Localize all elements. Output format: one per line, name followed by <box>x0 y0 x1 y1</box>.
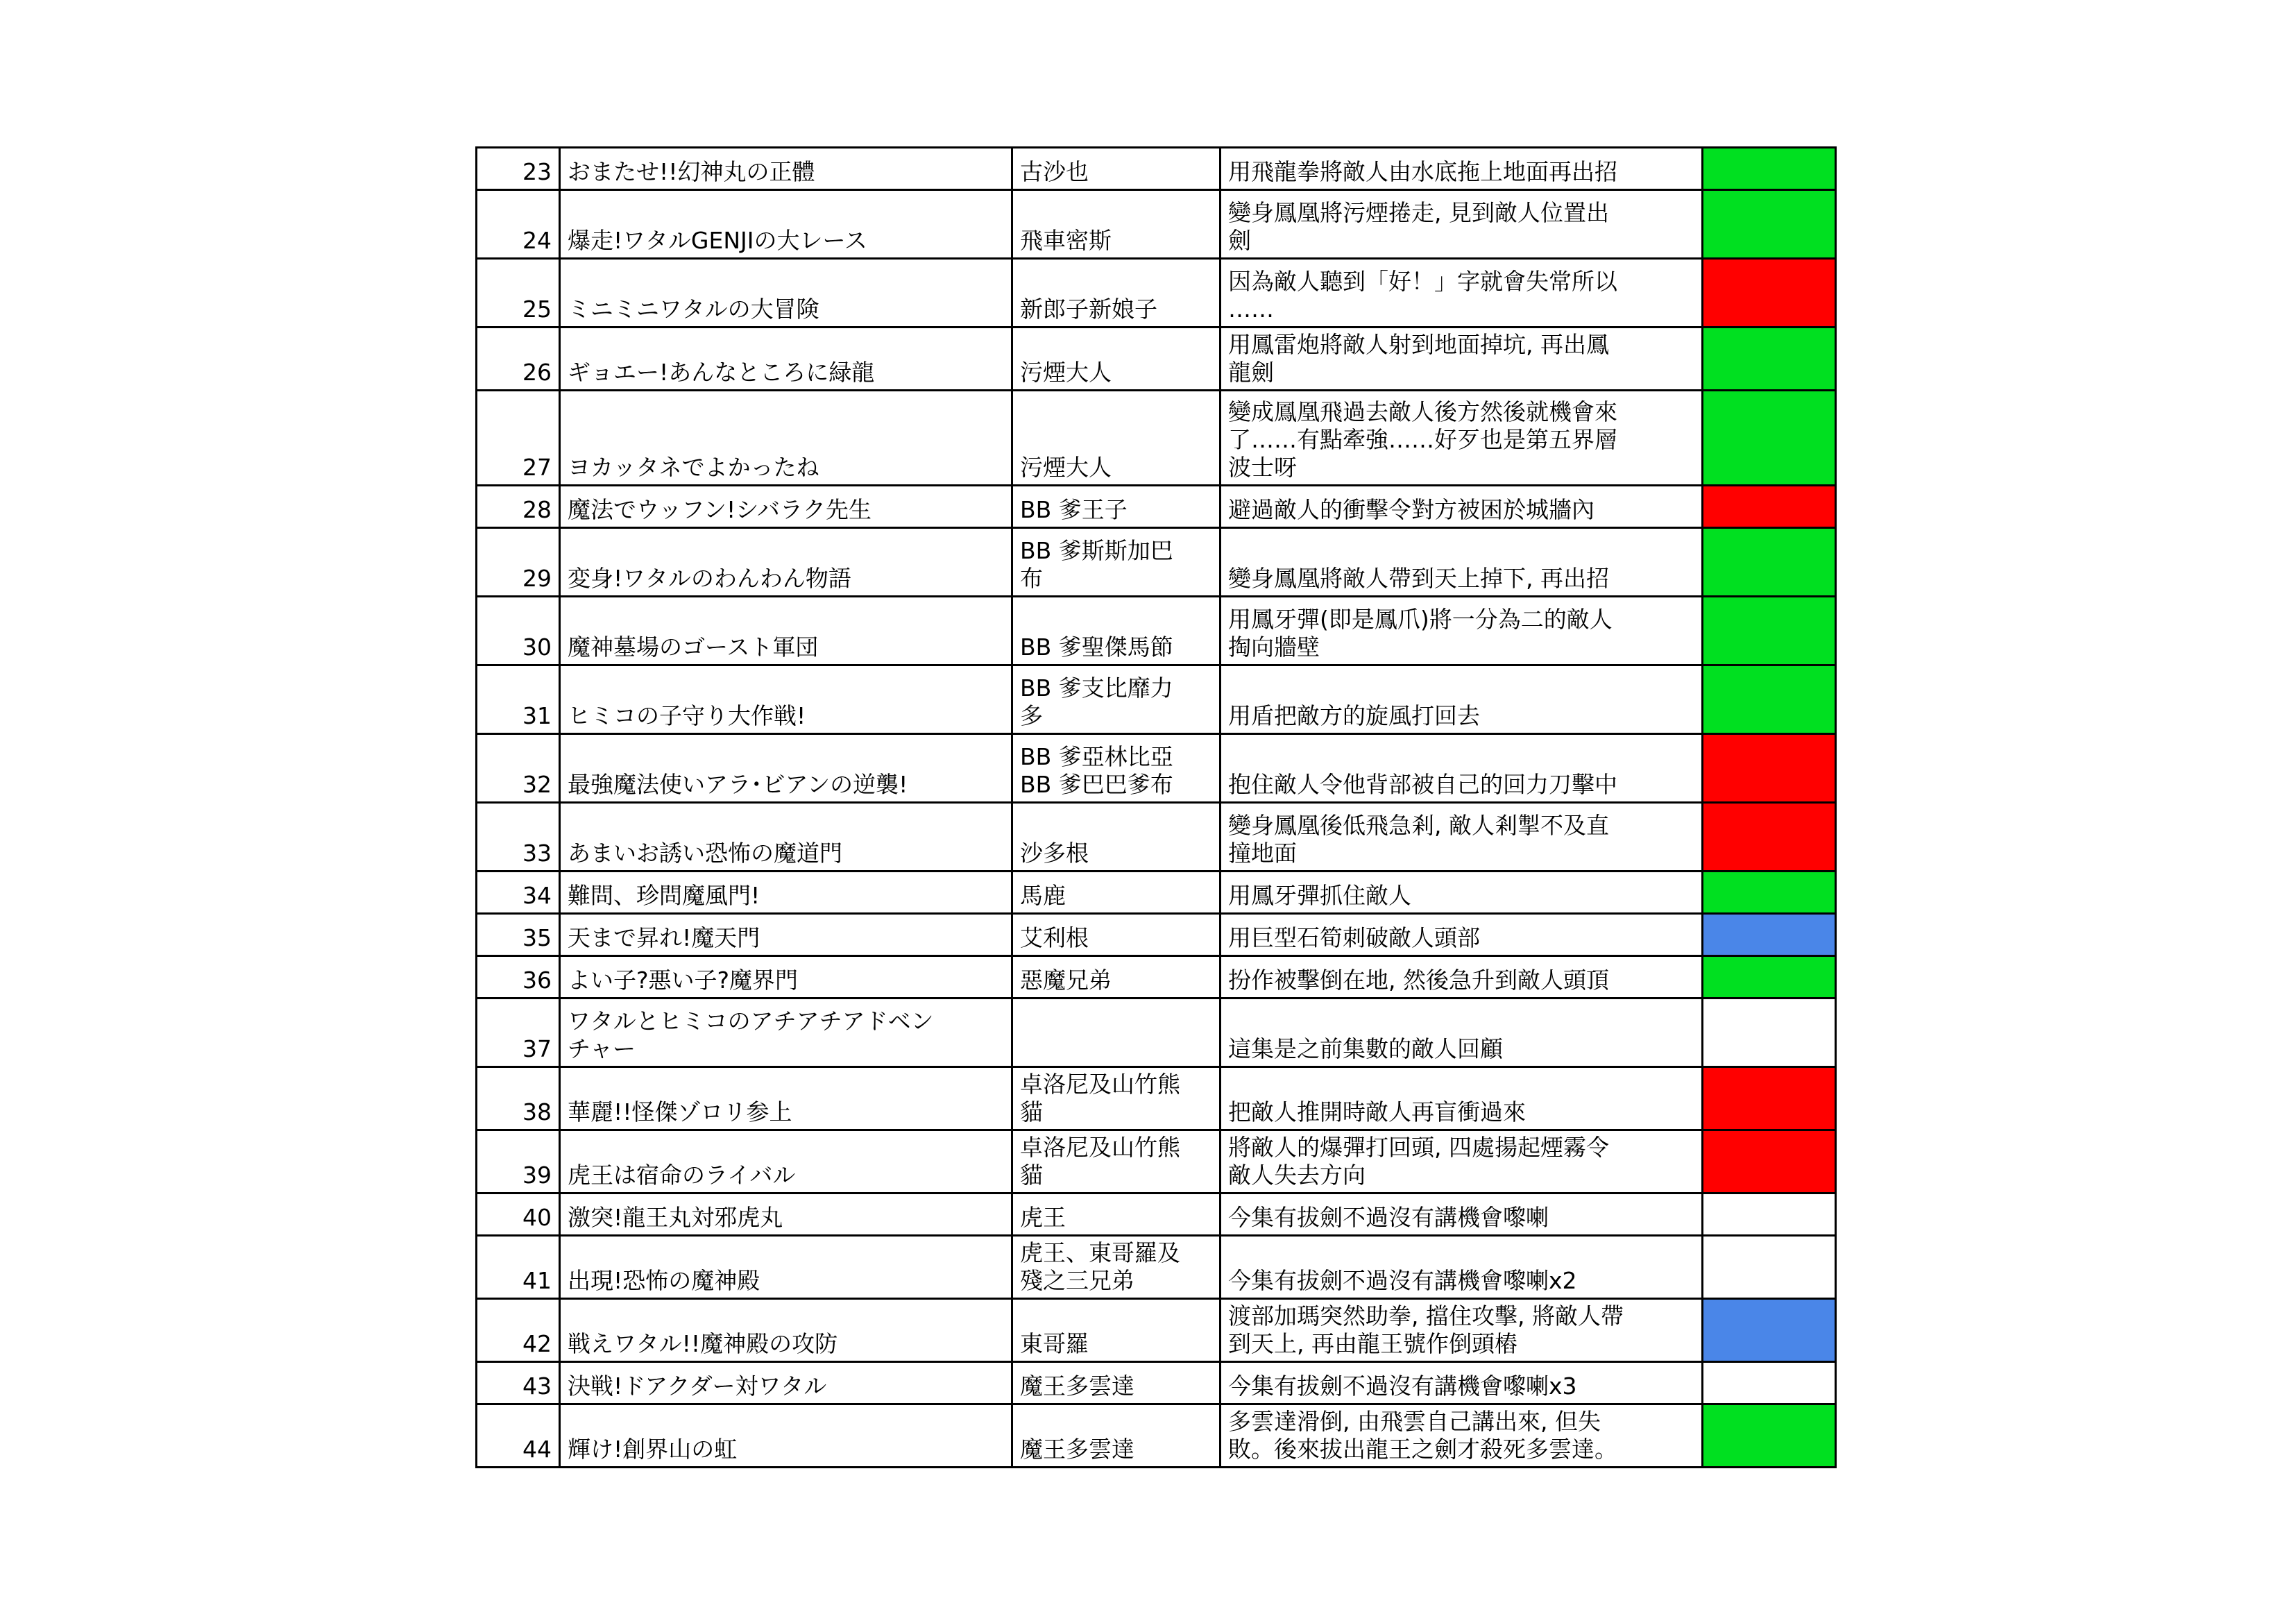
status-color-cell <box>1703 528 1836 597</box>
status-color-cell <box>1703 1130 1836 1193</box>
episode-title-cell: ミニミニワタルの大冒険 <box>560 259 1012 328</box>
description-cell: 變身鳳凰後低飛急剎, 敵人剎掣不及直 撞地面 <box>1221 803 1703 872</box>
status-color-cell <box>1703 391 1836 486</box>
status-color-cell <box>1703 999 1836 1067</box>
table-row <box>477 1193 1836 1236</box>
table-row <box>477 391 1836 486</box>
table-row <box>477 528 1836 597</box>
status-color-cell <box>1703 1067 1836 1130</box>
status-color-cell <box>1703 486 1836 528</box>
episode-number-cell: 42 <box>477 1299 560 1362</box>
status-color-cell <box>1703 1193 1836 1236</box>
episode-title-cell: よい子?悪い子?魔界門 <box>560 956 1012 999</box>
description-cell: 這集是之前集數的敵人回顧 <box>1221 999 1703 1067</box>
status-color-cell <box>1703 1299 1836 1362</box>
status-color-cell <box>1703 259 1836 328</box>
episode-number-cell: 24 <box>477 190 560 259</box>
episode-title-cell: 魔法でウッフン!シバラク先生 <box>560 486 1012 528</box>
episode-title-cell: ヨカッタネでよかったね <box>560 391 1012 486</box>
episode-number-cell: 43 <box>477 1362 560 1404</box>
episode-number-cell: 31 <box>477 665 560 734</box>
episode-title-cell: 華麗!!怪傑ゾロリ参上 <box>560 1067 1012 1130</box>
episode-title-cell: 激突!龍王丸対邪虎丸 <box>560 1193 1012 1236</box>
description-cell: 今集有拔劍不過沒有講機會嚟喇x3 <box>1221 1362 1703 1404</box>
enemy-cell: 污煙大人 <box>1012 328 1221 391</box>
status-color-cell <box>1703 872 1836 914</box>
description-cell: 避過敵人的衝擊令對方被困於城牆內 <box>1221 486 1703 528</box>
episode-title-cell: ギョエー!あんなところに緑龍 <box>560 328 1012 391</box>
description-cell: 用盾把敵方的旋風打回去 <box>1221 665 1703 734</box>
episode-number-cell: 39 <box>477 1130 560 1193</box>
enemy-cell: BB 爹王子 <box>1012 486 1221 528</box>
description-cell: 抱住敵人令他背部被自己的回力刀擊中 <box>1221 734 1703 803</box>
table-row <box>477 1299 1836 1362</box>
status-color-cell <box>1703 914 1836 956</box>
enemy-cell: 虎王 <box>1012 1193 1221 1236</box>
episode-title-cell: 決戦!ドアクダー対ワタル <box>560 1362 1012 1404</box>
enemy-cell: 污煙大人 <box>1012 391 1221 486</box>
enemy-cell: 馬鹿 <box>1012 872 1221 914</box>
table-row <box>477 1362 1836 1404</box>
enemy-cell: 惡魔兄弟 <box>1012 956 1221 999</box>
episode-title-cell: 天まで昇れ!魔天門 <box>560 914 1012 956</box>
status-color-cell <box>1703 1404 1836 1468</box>
table-row <box>477 999 1836 1067</box>
episode-title-cell: おまたせ!!幻神丸の正體 <box>560 148 1012 190</box>
table-row <box>477 665 1836 734</box>
table-row <box>477 1067 1836 1130</box>
description-cell: 變身鳳凰將污煙捲走, 見到敵人位置出 劍 <box>1221 190 1703 259</box>
status-color-cell <box>1703 597 1836 665</box>
table-row <box>477 872 1836 914</box>
enemy-cell: 沙多根 <box>1012 803 1221 872</box>
episode-title-cell: 戦えワタル!!魔神殿の攻防 <box>560 1299 1012 1362</box>
description-cell: 多雲達滑倒, 由飛雲自己講出來, 但失 敗。後來拔出龍王之劍才殺死多雲達。 <box>1221 1404 1703 1468</box>
episode-title-cell: 最強魔法使いアラ･ビアンの逆襲! <box>560 734 1012 803</box>
enemy-cell: 艾利根 <box>1012 914 1221 956</box>
enemy-cell: 虎王、東哥羅及 殘之三兄弟 <box>1012 1236 1221 1299</box>
episode-number-cell: 28 <box>477 486 560 528</box>
episode-title-cell: 魔神墓場のゴースト軍団 <box>560 597 1012 665</box>
enemy-cell <box>1012 999 1221 1067</box>
episode-number-cell: 38 <box>477 1067 560 1130</box>
episode-number-cell: 23 <box>477 148 560 190</box>
table-row <box>477 1236 1836 1299</box>
description-cell: 將敵人的爆彈打回頭, 四處揚起煙霧令 敵人失去方向 <box>1221 1130 1703 1193</box>
episode-number-cell: 25 <box>477 259 560 328</box>
status-color-cell <box>1703 665 1836 734</box>
enemy-cell: BB 爹亞林比亞 BB 爹巴巴爹布 <box>1012 734 1221 803</box>
table-row <box>477 148 1836 190</box>
enemy-cell: 魔王多雲達 <box>1012 1404 1221 1468</box>
enemy-cell: 卓洛尼及山竹熊 貓 <box>1012 1067 1221 1130</box>
episode-title-cell: ワタルとヒミコのアチアチアドベン チャー <box>560 999 1012 1067</box>
status-color-cell <box>1703 956 1836 999</box>
status-color-cell <box>1703 803 1836 872</box>
enemy-cell: 飛車密斯 <box>1012 190 1221 259</box>
table-row <box>477 259 1836 328</box>
episode-number-cell: 37 <box>477 999 560 1067</box>
enemy-cell: BB 爹支比靡力 多 <box>1012 665 1221 734</box>
description-cell: 用飛龍拳將敵人由水底拖上地面再出招 <box>1221 148 1703 190</box>
status-color-cell <box>1703 1236 1836 1299</box>
episode-title-cell: 難問、珍問魔風門! <box>560 872 1012 914</box>
enemy-cell: 新郎子新娘子 <box>1012 259 1221 328</box>
enemy-cell: 古沙也 <box>1012 148 1221 190</box>
description-cell: 因為敵人聽到「好！」字就會失常所以 …… <box>1221 259 1703 328</box>
episode-number-cell: 30 <box>477 597 560 665</box>
episode-number-cell: 32 <box>477 734 560 803</box>
status-color-cell <box>1703 190 1836 259</box>
description-cell: 用鳳牙彈(即是鳳爪)將一分為二的敵人 掏向牆壁 <box>1221 597 1703 665</box>
status-color-cell <box>1703 328 1836 391</box>
description-cell: 今集有拔劍不過沒有講機會嚟喇x2 <box>1221 1236 1703 1299</box>
episode-title-cell: 変身!ワタルのわんわん物語 <box>560 528 1012 597</box>
description-cell: 用巨型石筍刺破敵人頭部 <box>1221 914 1703 956</box>
episode-number-cell: 36 <box>477 956 560 999</box>
enemy-cell: 東哥羅 <box>1012 1299 1221 1362</box>
table-row <box>477 956 1836 999</box>
table-row <box>477 1404 1836 1468</box>
episode-table <box>475 146 1837 1468</box>
episode-title-cell: 輝け!創界山の虹 <box>560 1404 1012 1468</box>
enemy-cell: BB 爹斯斯加巴 布 <box>1012 528 1221 597</box>
description-cell: 用鳳雷炮將敵人射到地面掉坑, 再出鳳 龍劍 <box>1221 328 1703 391</box>
table-row <box>477 597 1836 665</box>
description-cell: 用鳳牙彈抓住敵人 <box>1221 872 1703 914</box>
episode-title-cell: あまいお誘い恐怖の魔道門 <box>560 803 1012 872</box>
description-cell: 渡部加瑪突然助拳, 擋住攻擊, 將敵人帶 到天上, 再由龍王號作倒頭樁 <box>1221 1299 1703 1362</box>
episode-number-cell: 26 <box>477 328 560 391</box>
table-row <box>477 190 1836 259</box>
description-cell: 扮作被擊倒在地, 然後急升到敵人頭頂 <box>1221 956 1703 999</box>
table-row <box>477 328 1836 391</box>
table-row <box>477 914 1836 956</box>
episode-table-body <box>477 148 1836 1468</box>
episode-title-cell: 爆走!ワタルGENJIの大レース <box>560 190 1012 259</box>
enemy-cell: 魔王多雲達 <box>1012 1362 1221 1404</box>
status-color-cell <box>1703 148 1836 190</box>
enemy-cell: 卓洛尼及山竹熊 貓 <box>1012 1130 1221 1193</box>
enemy-cell: BB 爹聖傑馬節 <box>1012 597 1221 665</box>
episode-number-cell: 35 <box>477 914 560 956</box>
table-row <box>477 803 1836 872</box>
table-row <box>477 486 1836 528</box>
episode-title-cell: 虎王は宿命のライバル <box>560 1130 1012 1193</box>
episode-number-cell: 34 <box>477 872 560 914</box>
episode-number-cell: 44 <box>477 1404 560 1468</box>
description-cell: 今集有拔劍不過沒有講機會嚟喇 <box>1221 1193 1703 1236</box>
description-cell: 把敵人推開時敵人再盲衝過來 <box>1221 1067 1703 1130</box>
table-row <box>477 734 1836 803</box>
episode-title-cell: ヒミコの子守り大作戦! <box>560 665 1012 734</box>
status-color-cell <box>1703 1362 1836 1404</box>
status-color-cell <box>1703 734 1836 803</box>
episode-number-cell: 40 <box>477 1193 560 1236</box>
episode-number-cell: 33 <box>477 803 560 872</box>
episode-number-cell: 27 <box>477 391 560 486</box>
episode-number-cell: 29 <box>477 528 560 597</box>
description-cell: 變成鳳凰飛過去敵人後方然後就機會來 了……有點牽強……好歹也是第五界層 波士呀 <box>1221 391 1703 486</box>
description-cell: 變身鳳凰將敵人帶到天上掉下, 再出招 <box>1221 528 1703 597</box>
table-row <box>477 1130 1836 1193</box>
episode-title-cell: 出現!恐怖の魔神殿 <box>560 1236 1012 1299</box>
episode-number-cell: 41 <box>477 1236 560 1299</box>
